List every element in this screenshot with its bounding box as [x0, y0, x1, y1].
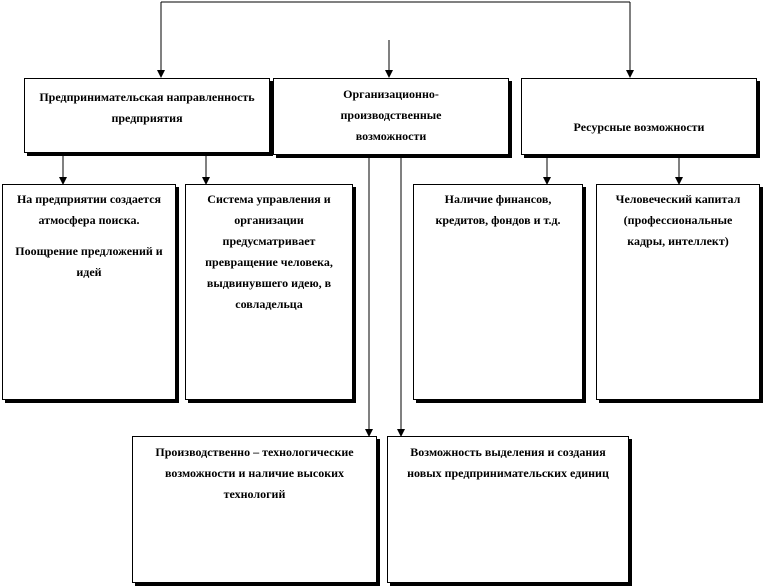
- production-label: Производственно – технологические возможности и наличие высоких технологий: [155, 445, 354, 501]
- entrepreneurial-label: Предпринимательская направленность предприятия: [39, 90, 255, 125]
- management-label: Система управления и организации предусматривает превращение человека, выдвинувшего идею, в совладельца: [205, 192, 333, 311]
- organizational-box: [273, 78, 509, 155]
- finances-label: Наличие финансов, кредитов, фондов и т.д.: [435, 192, 561, 227]
- atmosphere-label: На предприятии создается атмосфера поиска.: [16, 192, 162, 227]
- resource-label: Ресурсные возможности: [573, 120, 705, 134]
- new-units-label: Возможность выделения и создания новых предпринимательских единиц: [407, 445, 609, 480]
- production-box: [132, 436, 377, 583]
- atmosphere-box: [2, 184, 176, 400]
- resource-box: [521, 78, 757, 155]
- entrepreneurial-box: [24, 78, 270, 153]
- organizational-label: Организационно-производственные возможности: [340, 87, 442, 143]
- atmosphere-sublabel: Поощрение предложений и идей: [15, 244, 163, 279]
- human-capital-label: Человеческий капитал (профессиональные кадры, интеллект): [615, 192, 741, 248]
- finances-box: [413, 184, 583, 400]
- human-capital-box: [596, 184, 760, 400]
- new-units-box: [387, 436, 629, 583]
- management-box: [185, 184, 353, 400]
